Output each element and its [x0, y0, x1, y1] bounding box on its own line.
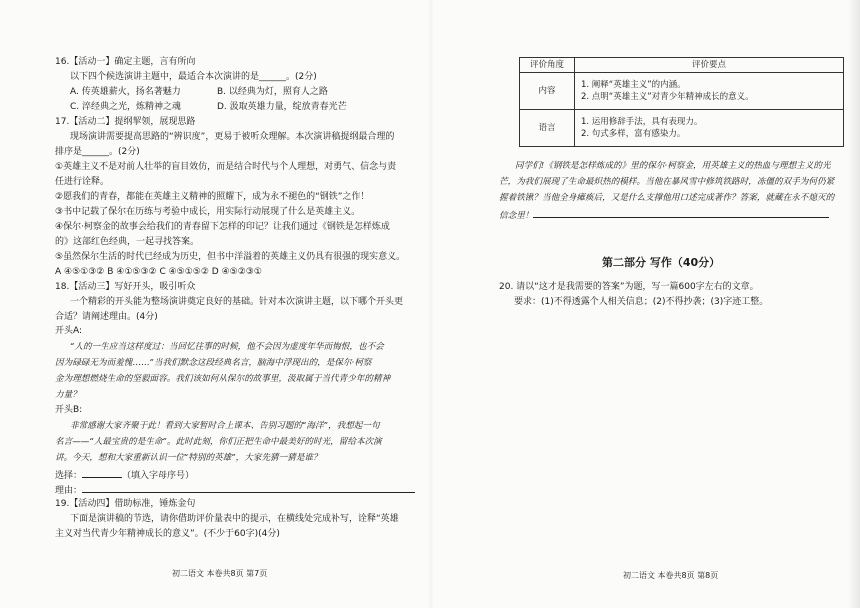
content-point-2: 2. 点明“英雄主义”对青少年精神成长的意义。: [581, 92, 754, 102]
q20-requirements: 要求：(1)不得透露个人相关信息；(2)不得抄袭；(3)字迹工整。: [514, 297, 769, 307]
q18-choice-hint: （填入字母序号）: [122, 471, 195, 481]
header-aspect: 评价角度: [520, 58, 575, 73]
q18-reason-row: [55, 483, 415, 497]
writing-section-title: 第二部分 写作（40分）: [602, 256, 721, 269]
q16-option-b: B. 以经典为灯，照育人之路: [217, 87, 328, 97]
q16-option-d: D. 汲取英雄力量，绽放青春光芒: [217, 102, 347, 112]
left-page-footer: 初二语文 本卷共8页 第7页: [172, 569, 268, 578]
q19-answer-blank[interactable]: [533, 208, 829, 218]
evaluation-table: [519, 57, 844, 147]
q18-reason-blank[interactable]: [82, 483, 415, 493]
q19-line-2: 主义对当代青少年精神成长的意义”。(不少于60字)(4分): [55, 529, 280, 539]
excerpt-line-3: 握着铁锹？当他全身瘫痪后，又是什么支撑他用口述完成著作？答案，就藏在永不熄灭的: [499, 193, 835, 203]
q20-prompt: 20. 请以“这才是我需要的答案”为题，写一篇600字左右的文章。: [499, 282, 759, 292]
page-edge-shadow: [848, 0, 860, 608]
q19-title: 19.【活动四】借助标准，锤炼金句: [55, 499, 196, 509]
page-fold: [428, 0, 434, 608]
q18-opening-b-line-1: 非常感谢大家齐聚于此！看到大家暂时合上课本、告别习题的“海洋”，我想起一句: [70, 421, 380, 431]
q16-option-c: C. 淬经典之光，炼精神之魂: [70, 102, 182, 112]
q18-title: 18.【活动三】写好开头，吸引听众: [55, 282, 196, 292]
q18-choice-label: 选择：: [55, 471, 83, 481]
q17-item-1a: ①英雄主义不是对前人壮举的盲目效仿，而是结合时代与个人理想，对勇气、信念与责: [55, 162, 397, 172]
evaluation-row-content: [520, 73, 844, 110]
q18-line-2: 合适？请阐述理由。(4分): [55, 312, 158, 322]
q17-title: 17.【活动二】提纲挈领，展现思路: [55, 117, 196, 127]
q17-line-2: 排序是______。(2分): [55, 147, 140, 157]
q18-opening-a-line-3: 金为理想燃烧生命的坚毅面容。我们该如何从保尔的故事里，汲取属于当代青少年的精神: [55, 374, 391, 384]
q18-opening-a-line-1: “人的一生应当这样度过：当回忆往事的时候，他不会因为虚度年华而悔恨，也不会: [70, 342, 384, 352]
points-content: [575, 73, 844, 110]
evaluation-table-header: [520, 58, 844, 73]
excerpt-line-2: 芒，为我们展现了生命最炽热的模样。当他在暴风雪中修筑铁路时，冻僵的双手为何仍紧: [499, 177, 835, 187]
header-points: 评价要点: [575, 58, 844, 73]
excerpt-line-1: 同学们!《钢铁是怎样炼成的》里的保尔·柯察金，用英雄主义的热血与理想主义的光: [515, 161, 831, 171]
q17-item-4b: 的》这部红色经典，一起寻找答案。: [55, 237, 200, 247]
q18-opening-a-line-2: 因为碌碌无为而羞愧……”当我们默念这段经典名言，脑海中浮现出的，是保尔·柯察: [55, 358, 372, 368]
q18-opening-b-label: 开头B:: [55, 405, 83, 415]
q17-line-1: 现场演讲需要提高思路的“辨识度”，更易于被听众理解。本次演讲稿提纲最合理的: [70, 132, 395, 142]
excerpt-line-4-row: [499, 208, 829, 222]
q17-item-3: ③书中记载了保尔在历练与考验中成长，用实际行动展现了什么是英雄主义。: [55, 207, 361, 217]
q17-item-4a: ④保尔·柯察金的故事会给我们的青春留下怎样的印记？让我们通过《钢铁是怎样炼成: [55, 222, 390, 232]
content-point-1: 1. 阐释“英雄主义”的内涵。: [581, 80, 686, 90]
q16-option-a: A. 传英雄薪火，扬名著魅力: [70, 87, 181, 97]
evaluation-row-language: [520, 110, 844, 147]
q18-opening-a-line-4: 力量？: [55, 390, 81, 400]
q19-line-1: 下面是演讲稿的节选，请你借助评价量表中的提示，在横线处完成补写，诠释“英雄: [70, 514, 399, 524]
q17-item-1b: 任进行诠释。: [55, 177, 110, 187]
q18-reason-label: 理由：: [55, 486, 83, 496]
q18-opening-a-label: 开头A:: [55, 326, 83, 336]
q18-opening-b-line-2: 名言——“人最宝贵的是生命”。此时此刻，你们正把生命中最美好的时光，留给本次演: [55, 437, 382, 447]
q18-opening-b-line-3: 讲。今天，想和大家重新认识一位“特别的英雄”，大家先猜一猜是谁？: [55, 453, 322, 463]
q16-prompt: 以下四个候选演讲主题中，最适合本次演讲的是______。(2分): [70, 72, 317, 82]
points-language: [575, 110, 844, 147]
q16-title: 16.【活动一】确定主题，言有所向: [55, 57, 196, 67]
q17-item-2: ②愿我们的青春，都能在英雄主义精神的照耀下，成为永不褪色的“钢铁”之作！: [55, 192, 370, 202]
q18-choice-row: [55, 468, 194, 482]
q17-item-5: ⑤虽然保尔生活的时代已经成为历史，但书中洋溢着的英雄主义仍具有很强的现实意义。: [55, 252, 406, 262]
aspect-content: 内容: [520, 73, 575, 110]
language-point-2: 2. 句式多样，富有感染力。: [581, 129, 686, 139]
right-page-footer: 初二语文 本卷共8页 第8页: [623, 571, 719, 580]
q18-choice-blank[interactable]: [82, 468, 122, 478]
aspect-language: 语言: [520, 110, 575, 147]
language-point-1: 1. 运用修辞手法，具有表现力。: [581, 117, 703, 127]
excerpt-line-4: 信念里！: [499, 211, 534, 221]
q17-answer-options: A ④⑤①③② B ④①⑤③② C ④⑤①⑤② D ④⑤②③①: [55, 267, 262, 277]
q18-line-1: 一个精彩的开头能为整场演讲奠定良好的基础。针对本次演讲主题，以下哪个开头更: [70, 297, 404, 307]
